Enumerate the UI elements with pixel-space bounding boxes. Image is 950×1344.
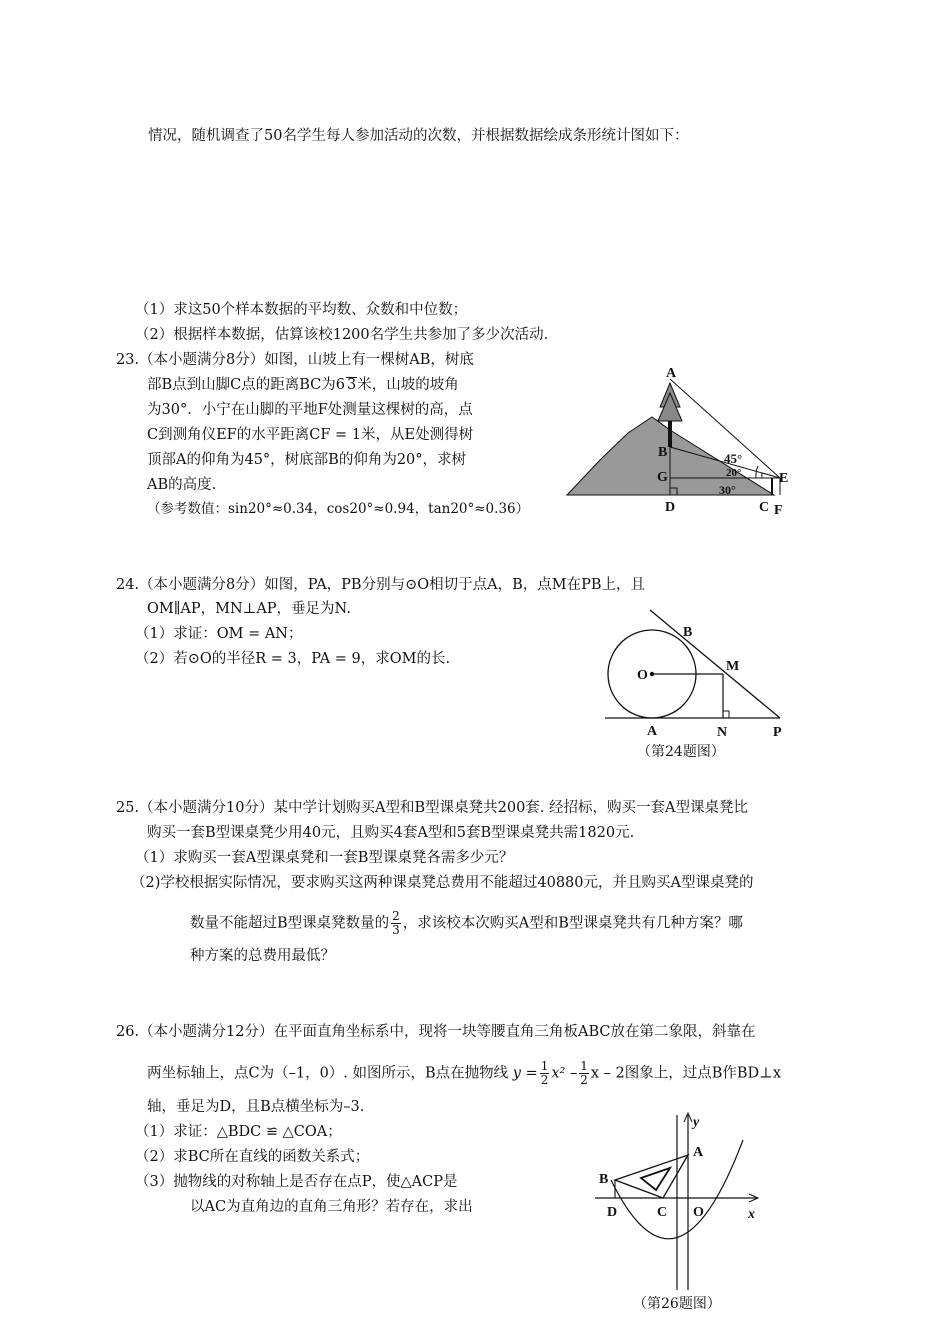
q26-line2: 两坐标轴上，点C为（–1，0）. 如图所示，B点在抛物线 y = $\frac{1}{2}$ x² – $\frac{1}{2}$ x – 2图象上，过点B作BD⊥x [147,1059,781,1087]
q23-line5: 顶部A的仰角为45°，树底部B的仰角为20°，求树 [147,452,467,468]
q26-caption: （第26题图） [633,1296,721,1312]
q25-part2-end: 种方案的总费用最低？ [190,948,335,964]
q22-part2: （2）根据样本数据，估算该校1200名学生共参加了多少次活动. [135,327,549,343]
q24-part1: （1）求证：OM = AN； [135,626,303,642]
q23-figure [560,365,800,525]
q25-line2: 购买一套B型课桌凳少用40元，且购买4套A型和5套B型课桌凳共需1820元. [147,825,635,841]
label-G: G [657,470,668,485]
q25-line1: 25.（本小题满分10分）某中学计划购买A型和B型课桌凳共200套. 经招标，购买一套A型课桌凳比 [116,800,748,816]
label-C: C [759,500,770,515]
q26-part1: （1）求证：△BDC ≌ △COA； [135,1124,342,1140]
q26-line3: 轴，垂足为D，且B点横坐标为–3. [147,1099,365,1115]
angle-30: 30° [719,483,736,497]
label-M: M [726,659,740,674]
q23-reference-values: （参考数值：sin20°≈0.34，cos20°≈0.94，tan20°≈0.36） [147,501,530,517]
tangent-PB [650,610,780,718]
label-A: A [693,1145,704,1160]
label-O: O [637,668,648,683]
q26-part3: （3）抛物线的对称轴上是否存在点P，使△ACP是 [135,1174,458,1190]
q25-part1: （1）求购买一套A型课桌凳和一套B型课桌凳各需多少元？ [135,850,514,866]
label-D: D [607,1205,618,1220]
label-P: P [773,725,782,740]
q24-caption: （第24题图） [637,744,725,760]
q26-line1: 26.（本小题满分12分）在平面直角坐标系中，现将一块等腰直角三角板ABC放在第二象限，斜靠在 [116,1024,756,1040]
q26-part3-cont: 以AC为直角边的直角三角形？若存在，求出 [190,1199,473,1215]
label-B: B [599,1172,609,1187]
label-B: B [683,625,693,640]
label-O: O [693,1205,704,1220]
q25-part2-cont: 数量不能超过B型课桌凳数量的 $\frac{2}{3}$ ，求该校本次购买A型和B型课桌凳共有几种方案？哪 [190,909,743,937]
q22-part1: （1）求这50个样本数据的平均数、众数和中位数； [135,302,468,318]
label-D: D [665,500,676,515]
label-N: N [717,725,728,740]
label-y: y [693,1115,700,1130]
q23-line3: 为30°．小宁在山脚的平地F处测量这棵树的高，点 [147,402,473,418]
label-E: E [779,471,789,486]
label-x: x [748,1207,755,1222]
q25-part2: （2)学校根据实际情况，要求购买这两种课桌凳总费用不能超过40880元，并且购买A型课桌凳的 [131,875,754,891]
label-A: A [647,724,658,739]
q26-part2: （2）求BC所在直线的函数关系式； [135,1149,370,1165]
q23-line1: 23.（本小题满分8分）如图，山坡上有一棵树AB，树底 [116,352,474,368]
q23-line2: 部B点到山脚C点的距离BC为6 3米，山坡的坡角 [147,377,459,393]
q23-line6: AB的高度. [147,477,217,493]
label-A: A [666,366,677,381]
q26-figure [593,1110,773,1295]
q24-figure [600,610,800,750]
q24-line2: OM∥AP，MN⊥AP，垂足为N. [147,601,351,617]
q24-part2: （2）若⊙O的半径R = 3，PA = 9，求OM的长. [135,651,451,667]
label-B: B [658,445,668,460]
label-C: C [657,1205,668,1220]
angle-20: 20° [726,467,742,479]
intro-line: 情况，随机调查了50名学生每人参加活动的次数，并根据数据绘成条形统计图如下： [148,128,689,144]
angle-45: 45° [724,451,743,466]
q24-line1: 24.（本小题满分8分）如图，PA，PB分别与⊙O相切于点A，B，点M在PB上，且 [116,577,646,593]
fraction-two-thirds: $\frac{2}{3}$ [392,909,400,937]
label-F: F [774,503,783,518]
q23-line4: C到测角仪EF的水平距离CF = 1米，从E处测得树 [147,427,474,443]
